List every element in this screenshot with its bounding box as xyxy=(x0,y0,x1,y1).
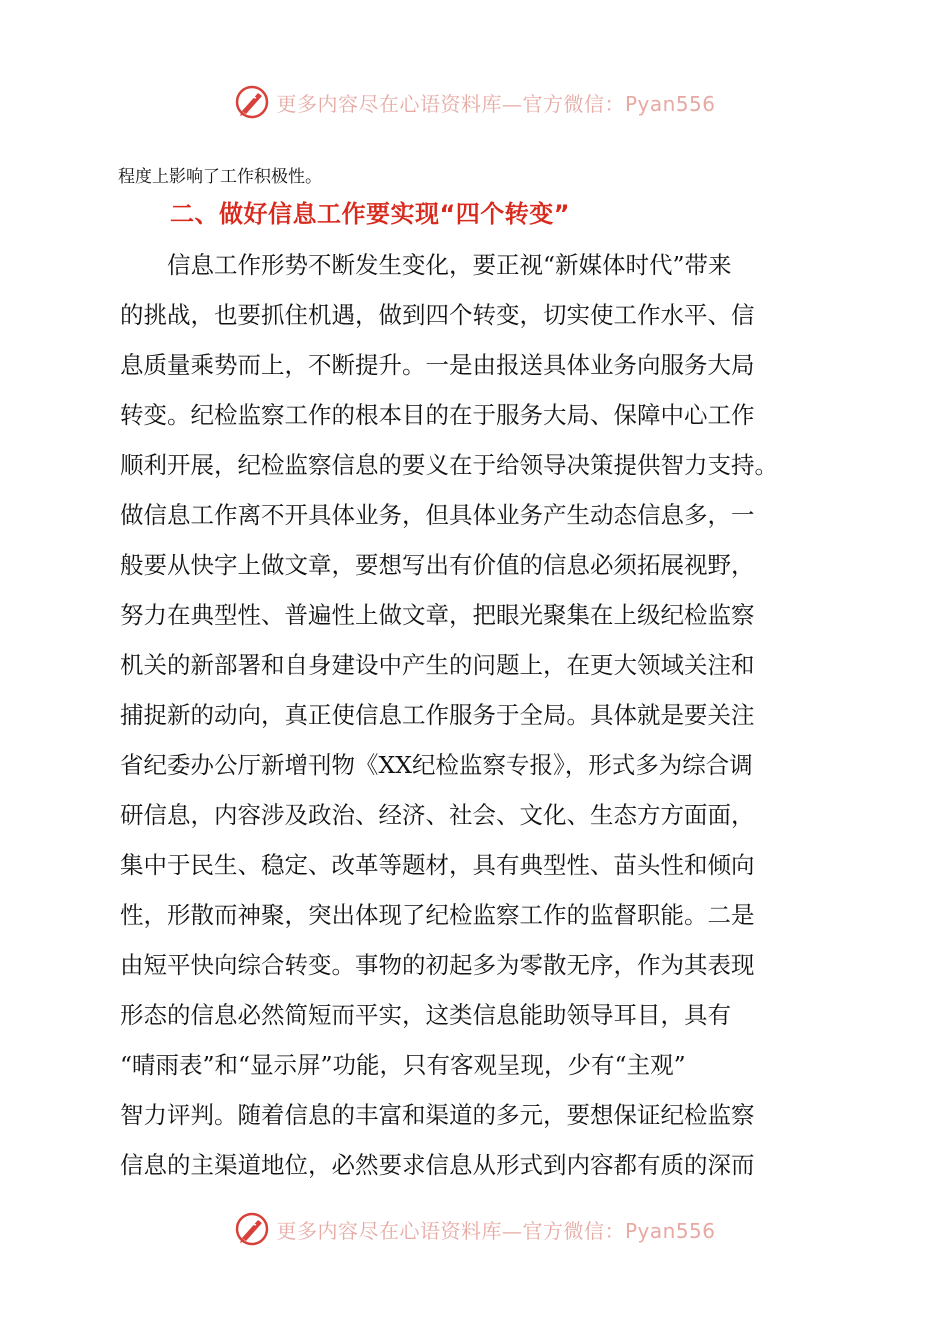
watermark-text: 更多内容尽在心语资料库—官方微信：Pyan556 xyxy=(276,91,716,116)
body-line: 省纪委办公厅新增刊物《XX纪检监察专报》，形式多为综合调 xyxy=(120,751,753,779)
body-line: 顺利开展，纪检监察信息的要义在于给领导决策提供智力支持。 xyxy=(120,451,778,479)
continuation-text: 程度上影响了工作积极性。 xyxy=(118,167,322,187)
body-line: 捕捉新的动向，真正使信息工作服务于全局。具体就是要关注 xyxy=(120,701,755,729)
body-line: 智力评判。随着信息的丰富和渠道的多元，要想保证纪检监察 xyxy=(120,1101,755,1129)
pen-logo-icon xyxy=(234,1211,270,1247)
body-line: 机关的新部署和自身建设中产生的问题上，在更大领域关注和 xyxy=(120,651,755,679)
body-line: 做信息工作离不开具体业务，但具体业务产生动态信息多，一 xyxy=(120,501,755,529)
pen-logo-icon xyxy=(234,84,270,120)
section-heading: 二、做好信息工作要实现“四个转变” xyxy=(170,200,571,228)
body-line: 的挑战，也要抓住机遇，做到四个转变，切实使工作水平、信 xyxy=(120,301,755,329)
footer-watermark xyxy=(0,1211,950,1247)
body-line: 信息工作形势不断发生变化，要正视“新媒体时代”带来 xyxy=(120,251,732,279)
body-line: 般要从快字上做文章，要想写出有价值的信息必须拓展视野， xyxy=(120,551,755,579)
body-paragraph xyxy=(120,240,832,1190)
body-line: 信息的主渠道地位，必然要求信息从形式到内容都有质的深而 xyxy=(120,1151,755,1179)
body-line: 努力在典型性、普遍性上做文章，把眼光聚集在上级纪检监察 xyxy=(120,601,755,629)
body-line: 性，形散而神聚，突出体现了纪检监察工作的监督职能。二是 xyxy=(120,901,755,929)
body-line: 转变。纪检监察工作的根本目的在于服务大局、保障中心工作 xyxy=(120,401,755,429)
body-line: “晴雨表”和“显示屏”功能，只有客观呈现，少有“主观” xyxy=(120,1051,686,1079)
watermark-wechat-id: Pyan556 xyxy=(624,91,716,116)
body-line: 集中于民生、稳定、改革等题材，具有典型性、苗头性和倾向 xyxy=(120,851,755,879)
body-line: 息质量乘势而上，不断提升。一是由报送具体业务向服务大局 xyxy=(120,351,755,379)
body-line: 形态的信息必然简短而平实，这类信息能助领导耳目，具有 xyxy=(120,1001,731,1029)
body-line: 研信息，内容涉及政治、经济、社会、文化、生态方方面面， xyxy=(120,801,755,829)
watermark-wechat-id: Pyan556 xyxy=(624,1218,716,1243)
header-watermark xyxy=(0,84,950,120)
watermark-text: 更多内容尽在心语资料库—官方微信：Pyan556 xyxy=(276,1218,716,1243)
body-line: 由短平快向综合转变。事物的初起多为零散无序，作为其表现 xyxy=(120,951,755,979)
